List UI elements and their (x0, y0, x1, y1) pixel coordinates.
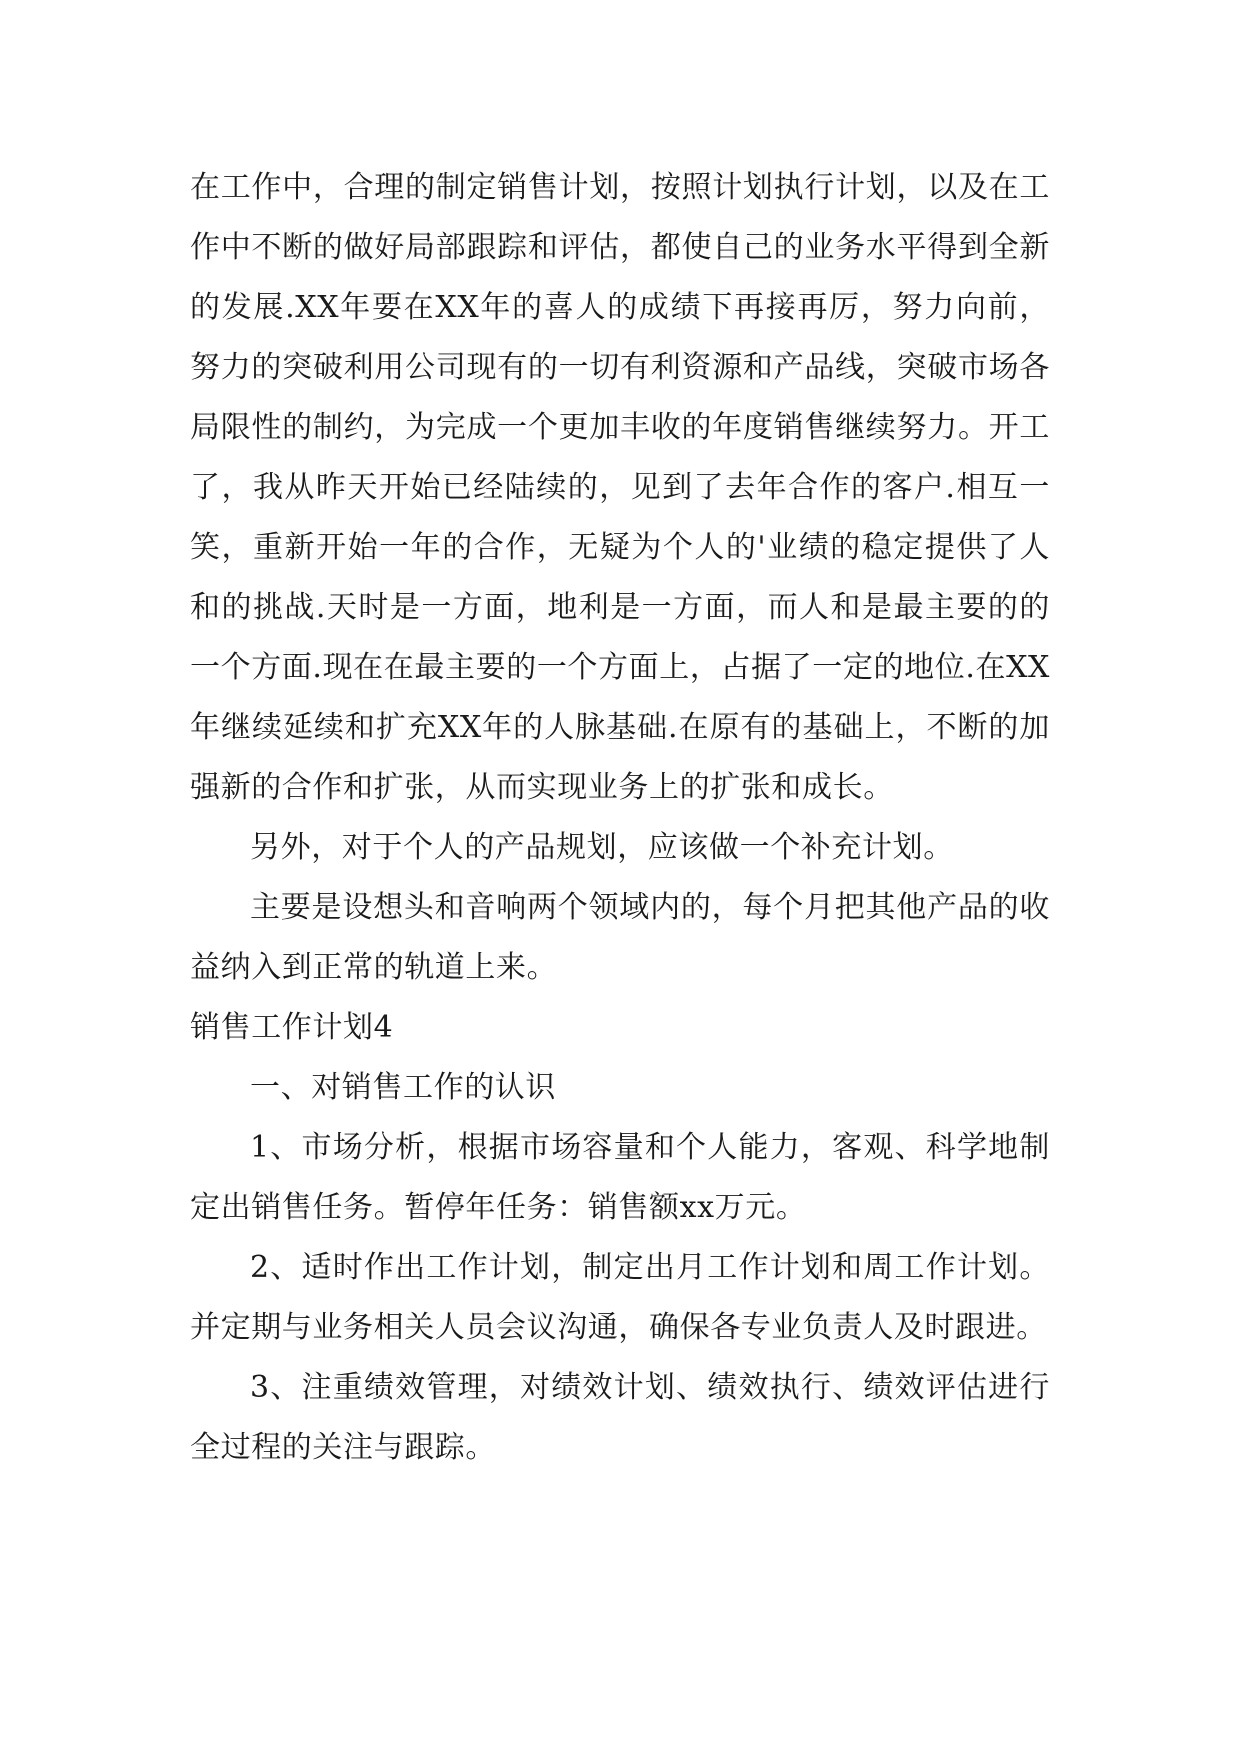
document-body (190, 158, 1050, 1478)
list-item-market-analysis: 1、市场分析，根据市场容量和个人能力，客观、科学地制定出销售任务。暂停年任务：销售额xx万元。 (190, 1130, 1050, 1225)
list-item-work-plan: 2、适时作出工作计划，制定出月工作计划和周工作计划。并定期与业务相关人员会议沟通，确保各专业负责人及时跟进。 (190, 1250, 1050, 1345)
body-paragraph-main-idea: 主要是设想头和音响两个领域内的，每个月把其他产品的收益纳入到正常的轨道上来。 (190, 890, 1050, 985)
body-paragraph-product-plan: 另外，对于个人的产品规划，应该做一个补充计划。 (250, 830, 954, 865)
list-item-performance: 3、注重绩效管理，对绩效计划、绩效执行、绩效评估进行全过程的关注与跟踪。 (190, 1370, 1050, 1465)
body-paragraph-continued: 在工作中，合理的制定销售计划，按照计划执行计划，以及在工作中不断的做好局部跟踪和评估，都使自己的业务水平得到全新的发展.XX年要在XX年的喜人的成绩下再接再厉，努力向前，努力的突破利用公司现有的一切有利资源和产品线，突破市场各局限性的制约，为完成一个更加丰收的年度销售继续努力。开工了，我从昨天开始已经陆续的，见到了去年合作的客户.相互一笑，重新开始一年的合作，无疑为个人的'业绩的稳定提供了人和的挑战.天时是一方面，地利是一方面，而人和是最主要的的一个方面.现在在最主要的一个方面上，占据了一定的地位.在XX年继续延续和扩充XX年的人脉基础.在原有的基础上，不断的加强新的合作和扩张，从而实现业务上的扩张和成长。 (190, 170, 1050, 805)
subsection-heading: 一、对销售工作的认识 (250, 1070, 556, 1105)
section-title: 销售工作计划4 (190, 1010, 394, 1045)
